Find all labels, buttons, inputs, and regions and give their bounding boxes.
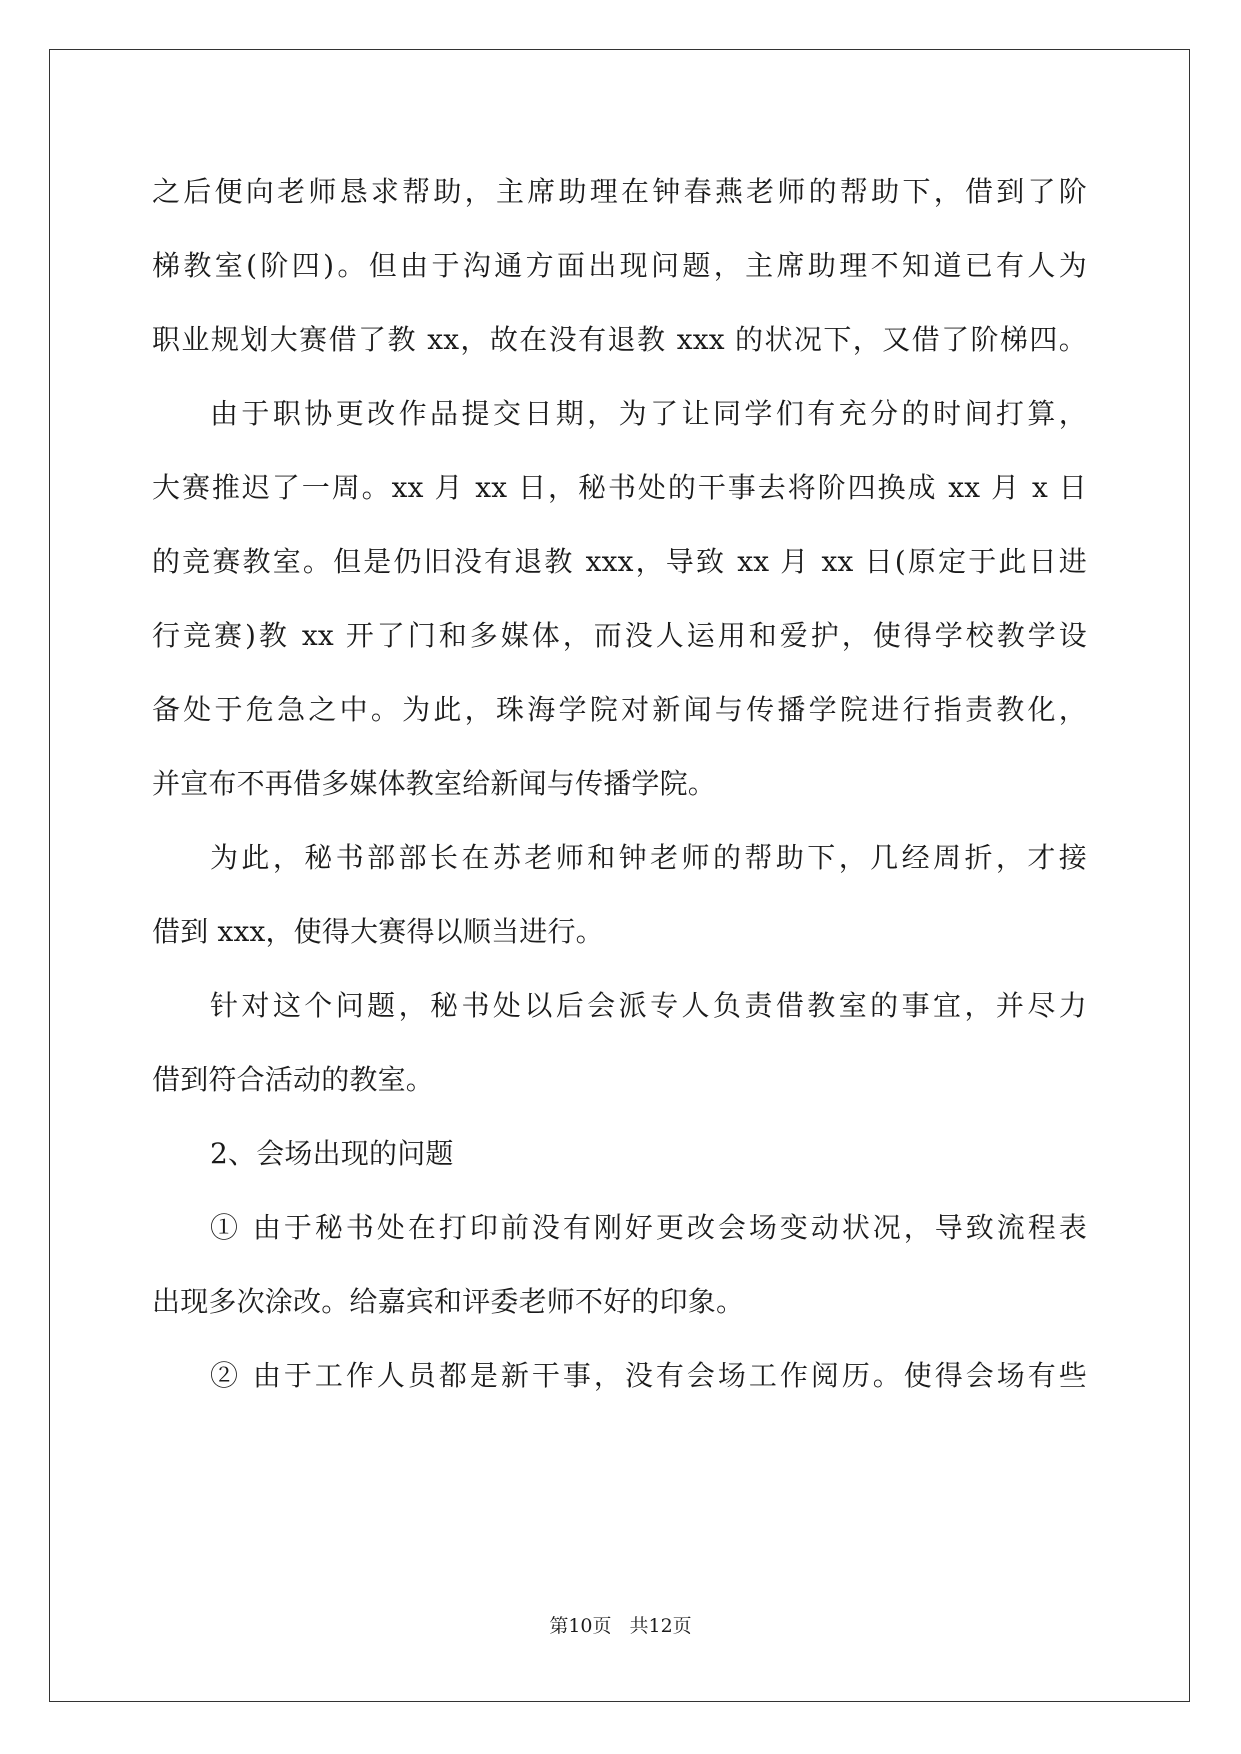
page-number: 第10页 bbox=[549, 1615, 612, 1637]
text-line: 的竞赛教室。但是仍旧没有退教 xxx，导致 xx 月 xx 日(原定于此日进 bbox=[152, 545, 1087, 578]
text-line: 出现多次涂改。给嘉宾和评委老师不好的印象。 bbox=[152, 1285, 745, 1318]
section-heading: 2、会场出现的问题 bbox=[210, 1137, 454, 1170]
text-line: 梯教室(阶四)。但由于沟通方面出现问题，主席助理不知道已有人为 bbox=[152, 249, 1087, 282]
paragraph-start-line: 为此，秘书部部长在苏老师和钟老师的帮助下，几经周折，才接 bbox=[210, 841, 1087, 874]
text-line: 借到符合活动的教室。 bbox=[152, 1063, 435, 1096]
page-total: 共12页 bbox=[629, 1615, 692, 1637]
text-line: 行竞赛)教 xx 开了门和多媒体，而没人运用和爱护，使得学校教学设 bbox=[152, 619, 1087, 652]
text-line: 大赛推迟了一周。xx 月 xx 日，秘书处的干事去将阶四换成 xx 月 x 日 bbox=[152, 471, 1087, 504]
text-line: 并宣布不再借多媒体教室给新闻与传播学院。 bbox=[152, 767, 717, 800]
paragraph-start-line: 针对这个问题，秘书处以后会派专人负责借教室的事宜，并尽力 bbox=[210, 989, 1087, 1022]
paragraph-start-line: 由于职协更改作品提交日期，为了让同学们有充分的时间打算， bbox=[210, 397, 1087, 430]
document-body bbox=[152, 155, 1087, 1413]
text-line: 借到 xxx，使得大赛得以顺当进行。 bbox=[152, 915, 604, 948]
text-line: 之后便向老师恳求帮助，主席助理在钟春燕老师的帮助下，借到了阶 bbox=[152, 175, 1087, 208]
text-line: 职业规划大赛借了教 xx，故在没有退教 xxx 的状况下，又借了阶梯四。 bbox=[152, 323, 1087, 356]
list-item-line: ② 由于工作人员都是新干事，没有会场工作阅历。使得会场有些 bbox=[210, 1359, 1087, 1392]
text-line: 备处于危急之中。为此，珠海学院对新闻与传播学院进行指责教化， bbox=[152, 693, 1087, 726]
list-item-line: ① 由于秘书处在打印前没有刚好更改会场变动状况，导致流程表 bbox=[210, 1211, 1087, 1244]
page-footer bbox=[0, 1614, 1241, 1638]
